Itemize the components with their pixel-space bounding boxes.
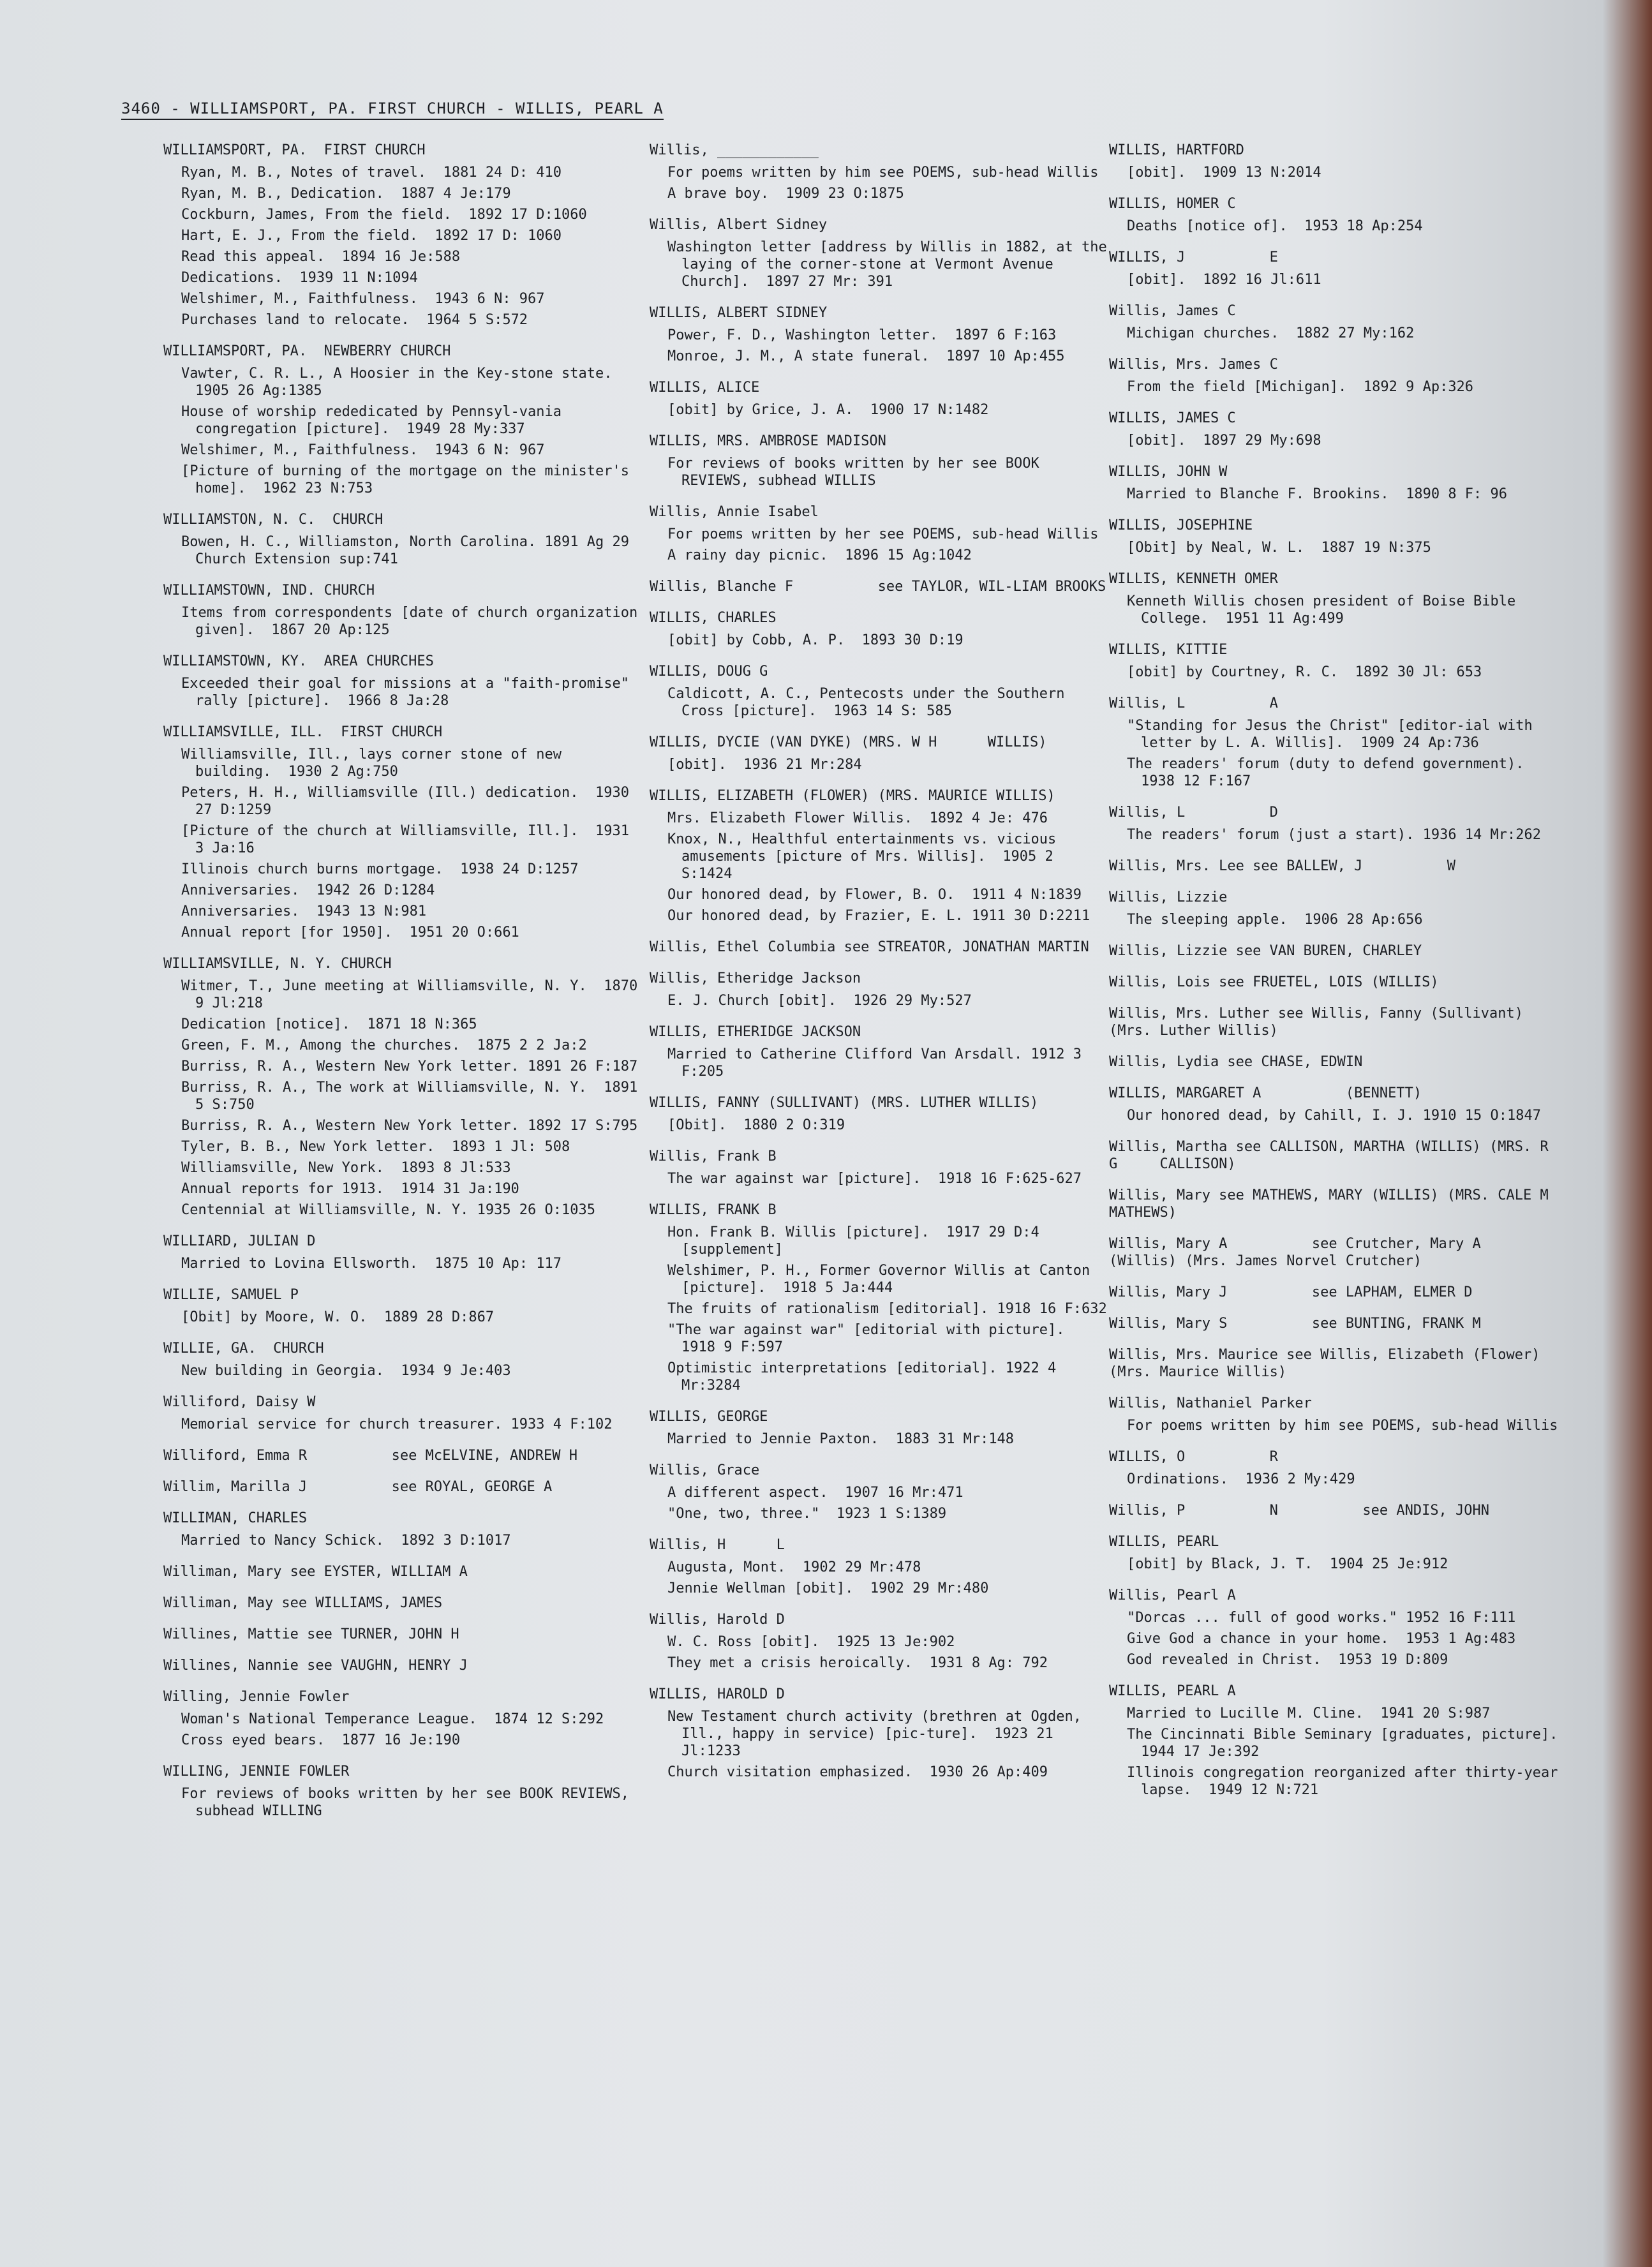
citation: [obit]. 1936 21 Mr:284 <box>667 757 862 773</box>
entry-heading: Willis, Harold D <box>650 1612 785 1628</box>
entry-heading: Willis, Annie Isabel <box>650 504 819 520</box>
entry-heading: Willis, H L <box>650 1537 785 1553</box>
entry-heading: WILLIMAN, CHARLES <box>163 1510 308 1526</box>
entry-heading: WILLIS, FANNY (SULLIVANT) (MRS. LUTHER WILLIS) <box>650 1095 1039 1111</box>
citation: Married to Nancy Schick. 1892 3 D:1017 <box>181 1533 511 1549</box>
index-column-2 <box>650 142 1115 1795</box>
index-entry <box>1109 195 1568 235</box>
citation: Bowen, H. C., Williamston, North Carolina. 1891 Ag 29 Church Extension sup:741 <box>181 534 638 567</box>
citation: Monroe, J. M., A state funeral. 1897 10 Ap:455 <box>667 348 1065 364</box>
index-entry <box>1109 1587 1568 1669</box>
citation: [obit]. 1892 16 Jl:611 <box>1127 272 1321 288</box>
citation: Kenneth Willis chosen president of Boise Bible College. 1951 11 Ag:499 <box>1127 593 1524 627</box>
index-entry <box>163 142 642 329</box>
citation: Our honored dead, by Flower, B. O. 1911 4 N:1839 <box>667 887 1082 903</box>
entry-heading: Willis, Lois see FRUETEL, LOIS (WILLIS) <box>1109 974 1439 990</box>
index-entry <box>650 578 1109 595</box>
index-entry <box>650 216 1115 290</box>
entry-heading: Willis, Lydia see CHASE, EDWIN <box>1109 1054 1363 1070</box>
citation: A rainy day picnic. 1896 15 Ag:1042 <box>667 547 972 563</box>
index-entry <box>1109 302 1568 342</box>
citation: Dedications. 1939 11 N:1094 <box>181 270 418 286</box>
citation: Married to Lovina Ellsworth. 1875 10 Ap: 117 <box>181 1256 562 1272</box>
citation: House of worship rededicated by Pennsyl-vania congregation [picture]. 1949 28 My:337 <box>181 404 570 437</box>
entry-heading: Willines, Mattie see TURNER, JOHN H <box>163 1626 459 1642</box>
index-entry <box>650 142 1109 202</box>
index-entry <box>1109 570 1568 627</box>
entry-heading: Williford, Daisy W <box>163 1394 316 1410</box>
index-entry <box>163 1286 642 1326</box>
index-entry <box>1109 974 1568 991</box>
entry-heading: WILLIAMSTOWN, IND. CHURCH <box>163 583 375 598</box>
citation: "The war against war" [editorial with picture]. 1918 9 F:597 <box>667 1322 1082 1355</box>
citation: Our honored dead, by Cahill, I. J. 1910 15 O:1847 <box>1127 1108 1542 1124</box>
citation: From the field [Michigan]. 1892 9 Ap:326 <box>1127 379 1474 395</box>
entry-heading: Willis, Pearl A <box>1109 1587 1236 1603</box>
entry-heading: Willis, Mrs. Luther see Willis, Fanny (Sullivant) (Mrs. Luther Willis) <box>1109 1006 1532 1039</box>
index-entry <box>1109 1235 1568 1270</box>
index-entry <box>163 653 642 710</box>
entry-heading: WILLIS, FRANK B <box>650 1202 777 1218</box>
entry-heading: WILLIS, HARTFORD <box>1109 142 1244 158</box>
entry-heading: WILLIAMSPORT, PA. NEWBERRY CHURCH <box>163 343 451 359</box>
entry-heading: WILLIS, ETHERIDGE JACKSON <box>650 1024 861 1040</box>
citation: [Obit] by Moore, W. O. 1889 28 D:867 <box>181 1309 495 1325</box>
entry-heading: Willis, James C <box>1109 303 1236 319</box>
citation: Peters, H. H., Williamsville (Ill.) dedication. 1930 27 D:1259 <box>181 785 638 818</box>
citation: Dedication [notice]. 1871 18 N:365 <box>181 1016 477 1032</box>
index-entry <box>163 955 646 1219</box>
index-entry <box>650 503 1109 564</box>
index-entry <box>1109 858 1568 875</box>
citation: [obit]. 1909 13 N:2014 <box>1127 165 1321 181</box>
entry-heading: WILLIAMSTON, N. C. CHURCH <box>163 512 383 528</box>
index-entry <box>650 379 1109 419</box>
index-entry <box>1109 356 1568 396</box>
citation: Memorial service for church treasurer. 1933 4 F:102 <box>181 1416 613 1432</box>
citation: Green, F. M., Among the churches. 1875 2 2 Ja:2 <box>181 1037 587 1053</box>
index-entry <box>1109 1315 1568 1332</box>
entry-heading: Willis, Martha see CALLISON, MARTHA (WILLIS) (MRS. R G CALLISON) <box>1109 1139 1591 1172</box>
citation: Married to Catherine Clifford Van Arsdall. 1912 3 F:205 <box>667 1046 1090 1080</box>
index-entry <box>650 433 1109 489</box>
citation: Ryan, M. B., Notes of travel. 1881 24 D: 410 <box>181 165 562 181</box>
entry-heading: Willis, Ethel Columbia see STREATOR, JONATHAN MARTIN <box>650 939 1089 955</box>
index-entry <box>1109 889 1568 928</box>
index-entry <box>1109 517 1568 556</box>
citation: Woman's National Temperance League. 1874 12 S:292 <box>181 1711 604 1727</box>
citation: [obit]. 1897 29 My:698 <box>1127 433 1321 449</box>
citation: A different aspect. 1907 16 Mr:471 <box>667 1485 964 1501</box>
citation: [Obit] by Neal, W. L. 1887 19 N:375 <box>1127 540 1431 556</box>
citation: God revealed in Christ. 1953 19 D:809 <box>1127 1652 1448 1668</box>
index-entry <box>163 1478 642 1496</box>
citation: Williamsville, Ill., lays corner stone of new building. 1930 2 Ag:750 <box>181 747 570 780</box>
index-entry <box>650 734 1109 773</box>
citation: Purchases land to relocate. 1964 5 S:572 <box>181 312 528 328</box>
citation: Married to Blanche F. Brookins. 1890 8 F: 96 <box>1127 486 1508 502</box>
entry-heading: Willis, Albert Sidney <box>650 217 828 233</box>
citation: W. C. Ross [obit]. 1925 13 Je:902 <box>667 1634 955 1650</box>
citation: A brave boy. 1909 23 O:1875 <box>667 186 904 202</box>
index-entry <box>1109 1085 1568 1124</box>
index-entry <box>163 1447 642 1464</box>
index-entry <box>163 1688 642 1749</box>
citation: [obit] by Grice, J. A. 1900 17 N:1482 <box>667 402 989 418</box>
entry-heading: WILLIS, JAMES C <box>1109 410 1236 426</box>
citation: "Dorcas ... full of good works." 1952 16 F:111 <box>1127 1610 1516 1626</box>
entry-heading: WILLIS, GEORGE <box>650 1409 768 1425</box>
entry-heading: WILLIS, MARGARET A (BENNETT) <box>1109 1085 1422 1101</box>
index-entry <box>650 787 1109 925</box>
citation: [Obit]. 1880 2 O:319 <box>667 1117 845 1133</box>
entry-heading: Willis, Grace <box>650 1462 760 1478</box>
index-entry <box>650 970 1109 1009</box>
index-entry <box>163 343 642 497</box>
entry-heading: Williman, May see WILLIAMS, JAMES <box>163 1595 443 1611</box>
entry-heading: WILLIAMSVILLE, N. Y. CHURCH <box>163 956 392 972</box>
entry-heading: Willis, Nathaniel Parker <box>1109 1395 1312 1411</box>
citation: Power, F. D., Washington letter. 1897 6 F:163 <box>667 327 1057 343</box>
citation: The sleeping apple. 1906 28 Ap:656 <box>1127 912 1423 928</box>
entry-heading: WILLIS, PEARL A <box>1109 1683 1236 1699</box>
entry-heading: WILLIS, JOHN W <box>1109 464 1228 480</box>
entry-heading: WILLIS, HOMER C <box>1109 196 1236 212</box>
entry-heading: WILLIS, PEARL <box>1109 1534 1219 1550</box>
entry-heading: WILLIS, J E <box>1109 249 1278 265</box>
citation: Illinois church burns mortgage. 1938 24 D:1257 <box>181 861 579 877</box>
index-entry <box>163 1594 642 1612</box>
citation: Williamsville, New York. 1893 8 Jl:533 <box>181 1160 511 1176</box>
index-column-1 <box>163 142 646 1834</box>
page-header: 3460 - WILLIAMSPORT, PA. FIRST CHURCH - WILLIS, PEARL A <box>121 100 664 120</box>
entry-heading: Willis, Mary see MATHEWS, MARY (WILLIS) (MRS. CALE M MATHEWS) <box>1109 1187 1591 1221</box>
index-entry <box>163 1657 642 1674</box>
entry-heading: WILLIE, SAMUEL P <box>163 1287 299 1303</box>
index-entry <box>163 1626 642 1643</box>
citation: Centennial at Williamsville, N. Y. 1935 26 O:1035 <box>181 1202 596 1218</box>
entry-heading: WILLIS, O R <box>1109 1449 1278 1465</box>
citation: Ryan, M. B., Dedication. 1887 4 Je:179 <box>181 186 511 202</box>
citation: Knox, N., Healthful entertainments vs. vicious amusements [picture of Mrs. Willis]. 1905 2 S:1424 <box>667 831 1065 882</box>
citation: Anniversaries. 1943 13 N:981 <box>181 903 427 919</box>
index-entry <box>1109 1187 1591 1221</box>
citation: The readers' forum (just a start). 1936 14 Mr:262 <box>1127 827 1542 843</box>
index-column-3 <box>1109 142 1591 1813</box>
index-entry <box>163 1340 642 1379</box>
entry-heading: WILLIS, DOUG G <box>650 664 768 680</box>
citation: Items from correspondents [date of church organization given]. 1867 20 Ap:125 <box>181 605 646 638</box>
index-entry <box>1109 1448 1568 1488</box>
citation: "One, two, three." 1923 1 S:1389 <box>667 1506 947 1522</box>
citation: Married to Jennie Paxton. 1883 31 Mr:148 <box>667 1431 1015 1447</box>
citation: For poems written by him see POEMS, sub-head Willis <box>667 165 1099 181</box>
index-entry <box>1109 1502 1568 1519</box>
citation: For poems written by her see POEMS, sub-head Willis <box>667 526 1099 542</box>
index-entry <box>650 1201 1109 1394</box>
citation: Exceeded their goal for missions at a "faith-promise" rally [picture]. 1966 8 Ja:28 <box>181 676 638 709</box>
index-entry <box>1109 641 1568 681</box>
entry-heading: Willis, Frank B <box>650 1148 777 1164</box>
citation: Our honored dead, by Frazier, E. L. 1911 30 D:2211 <box>667 908 1090 924</box>
entry-heading: WILLIS, MRS. AMBROSE MADISON <box>650 433 886 449</box>
index-entry <box>1109 695 1568 790</box>
index-entry <box>163 724 642 941</box>
index-entry <box>650 663 1109 720</box>
citation: New building in Georgia. 1934 9 Je:403 <box>181 1363 511 1379</box>
index-entry <box>1109 1533 1568 1573</box>
citation: Welshimer, M., Faithfulness. 1943 6 N: 967 <box>181 291 545 307</box>
citation: Annual report [for 1950]. 1951 20 O:661 <box>181 925 519 940</box>
citation: Welshimer, P. H., Former Governor Willis at Canton [picture]. 1918 5 Ja:444 <box>667 1263 1099 1296</box>
entry-heading: Willis, P N see ANDIS, JOHN <box>1109 1503 1490 1519</box>
entry-heading: Willis, Mrs. Lee see BALLEW, J W <box>1109 858 1456 874</box>
citation: [Picture of the church at Williamsville, Ill.]. 1931 3 Ja:16 <box>181 823 638 856</box>
index-entry <box>1109 1346 1568 1381</box>
index-entry <box>650 1611 1109 1672</box>
index-entry <box>1109 1053 1568 1071</box>
entry-heading: Willis, Etheridge Jackson <box>650 970 861 986</box>
index-entry <box>163 1510 642 1549</box>
citation: "Standing for Jesus the Christ" [editor-ial with letter by L. A. Willis]. 1909 24 Ap:736 <box>1127 718 1542 751</box>
citation: Ordinations. 1936 2 My:429 <box>1127 1471 1355 1487</box>
citation: Vawter, C. R. L., A Hoosier in the Key-stone state. 1905 26 Ag:1385 <box>181 366 630 399</box>
entry-heading: Willis, L A <box>1109 695 1278 711</box>
index-entry <box>1109 942 1568 960</box>
citation: The readers' forum (duty to defend government). 1938 12 F:167 <box>1127 756 1542 789</box>
index-entry <box>1109 463 1568 503</box>
citation: The war against war [picture]. 1918 16 F:625-627 <box>667 1171 1082 1187</box>
entry-heading: WILLIS, KITTIE <box>1109 642 1228 658</box>
entry-heading: WILLIS, ALBERT SIDNEY <box>650 305 828 321</box>
index-entry <box>650 1023 1109 1080</box>
entry-heading: Willis, Lizzie <box>1109 889 1228 905</box>
entry-heading: Willing, Jennie Fowler <box>163 1689 350 1705</box>
citation: Washington letter [address by Willis in 1882, at the laying of the corner-stone at Vermont Avenue Church]. 1897 27 Mr: 391 <box>667 239 1115 290</box>
entry-heading: WILLIS, KENNETH OMER <box>1109 571 1278 587</box>
index-entry <box>1109 410 1568 449</box>
entry-heading: WILLIAMSTOWN, KY. AREA CHURCHES <box>163 653 434 669</box>
entry-heading: Willis, Mrs. James C <box>1109 357 1278 373</box>
citation: The Cincinnati Bible Seminary [graduates, picture]. 1944 17 Je:392 <box>1127 1727 1575 1760</box>
citation: Anniversaries. 1942 26 D:1284 <box>181 882 435 898</box>
entry-heading: Willis, ____________ <box>650 142 819 158</box>
index-entry <box>163 1763 642 1820</box>
entry-heading: Willis, Lizzie see VAN BUREN, CHARLEY <box>1109 943 1422 959</box>
citation: E. J. Church [obit]. 1926 29 My:527 <box>667 993 972 1009</box>
index-entry <box>1109 1284 1568 1301</box>
citation: Optimistic interpretations [editorial]. 1922 4 Mr:3284 <box>667 1360 1065 1394</box>
index-entry <box>163 1394 642 1433</box>
entry-heading: Willis, Mary A see Crutcher, Mary A (Willis) (Mrs. James Norvel Crutcher) <box>1109 1236 1524 1269</box>
entry-heading: WILLIAMSVILLE, ILL. FIRST CHURCH <box>163 724 443 740</box>
index-entry <box>1109 1005 1568 1039</box>
index-entry <box>1109 1395 1568 1434</box>
citation: Caldicott, A. C., Pentecosts under the Southern Cross [picture]. 1963 14 S: 585 <box>667 686 1073 719</box>
index-entry <box>1109 804 1568 844</box>
entry-heading: Willis, Mrs. Maurice see Willis, Elizabeth (Flower) (Mrs. Maurice Willis) <box>1109 1347 1549 1380</box>
citation: Witmer, T., June meeting at Williamsville, N. Y. 1870 9 Jl:218 <box>181 978 646 1011</box>
citation: Church visitation emphasized. 1930 26 Ap:409 <box>667 1764 1048 1780</box>
citation: Hart, E. J., From the field. 1892 17 D: 1060 <box>181 228 562 244</box>
index-entry <box>650 609 1109 649</box>
entry-heading: WILLIS, ELIZABETH (FLOWER) (MRS. MAURICE WILLIS) <box>650 788 1055 804</box>
index-entry <box>650 1408 1109 1448</box>
entry-heading: Willis, L D <box>1109 805 1278 821</box>
citation: Tyler, B. B., New York letter. 1893 1 Jl: 508 <box>181 1139 570 1155</box>
citation: They met a crisis heroically. 1931 8 Ag: 792 <box>667 1655 1048 1671</box>
index-entry <box>650 1462 1109 1522</box>
citation: Cross eyed bears. 1877 16 Je:190 <box>181 1732 461 1748</box>
entry-heading: WILLIS, CHARLES <box>650 610 777 626</box>
citation: Augusta, Mont. 1902 29 Mr:478 <box>667 1559 921 1575</box>
index-entry <box>1109 249 1568 288</box>
citation: Married to Lucille M. Cline. 1941 20 S:987 <box>1127 1706 1491 1721</box>
citation: Welshimer, M., Faithfulness. 1943 6 N: 967 <box>181 442 545 458</box>
citation: Burriss, R. A., The work at Williamsville, N. Y. 1891 5 S:750 <box>181 1080 646 1113</box>
entry-heading: Williman, Mary see EYSTER, WILLIAM A <box>163 1564 468 1580</box>
citation: New Testament church activity (brethren at Ogden, Ill., happy in service) [pic-ture]. 1923 21 Jl:1233 <box>667 1709 1090 1759</box>
citation: Read this appeal. 1894 16 Je:588 <box>181 249 461 265</box>
entry-heading: Willis, Blanche F see TAYLOR, WIL-LIAM BROOKS <box>650 579 1106 595</box>
entry-heading: Willim, Marilla J see ROYAL, GEORGE A <box>163 1479 553 1495</box>
index-entry <box>1109 142 1568 181</box>
entry-heading: Willis, Mary S see BUNTING, FRANK M <box>1109 1316 1481 1332</box>
index-entry <box>650 304 1109 365</box>
citation: [obit] by Courtney, R. C. 1892 30 Jl: 653 <box>1127 664 1482 680</box>
entry-heading: WILLIS, DYCIE (VAN DYKE) (MRS. W H WILLIS) <box>650 734 1047 750</box>
index-entry <box>650 1094 1109 1134</box>
citation: For poems written by him see POEMS, sub-head Willis <box>1127 1418 1558 1434</box>
entry-heading: WILLIS, JOSEPHINE <box>1109 517 1253 533</box>
index-entry <box>1109 1683 1575 1799</box>
index-entry <box>650 939 1109 956</box>
citation: Illinois congregation reorganized after thirty-year lapse. 1949 12 N:721 <box>1127 1765 1566 1798</box>
entry-heading: WILLIE, GA. CHURCH <box>163 1341 324 1356</box>
citation: Cockburn, James, From the field. 1892 17 D:1060 <box>181 207 587 223</box>
citation: Give God a chance in your home. 1953 1 Ag:483 <box>1127 1631 1516 1647</box>
entry-heading: Williford, Emma R see McELVINE, ANDREW H <box>163 1448 578 1464</box>
index-entry <box>650 1536 1109 1597</box>
entry-heading: WILLING, JENNIE FOWLER <box>163 1764 350 1780</box>
entry-heading: WILLIS, HAROLD D <box>650 1686 785 1702</box>
citation: The fruits of rationalism [editorial]. 1918 16 F:632 <box>667 1301 1107 1317</box>
index-entry <box>650 1686 1109 1781</box>
citation: For reviews of books written by her see BOOK REVIEWS, subhead WILLIS <box>667 456 1048 489</box>
citation: Jennie Wellman [obit]. 1902 29 Mr:480 <box>667 1580 989 1596</box>
entry-heading: WILLIAMSPORT, PA. FIRST CHURCH <box>163 142 426 158</box>
entry-heading: WILLIS, ALICE <box>650 380 760 396</box>
citation: Deaths [notice of]. 1953 18 Ap:254 <box>1127 218 1423 234</box>
citation: Burriss, R. A., Western New York letter. 1891 26 F:187 <box>181 1059 638 1074</box>
index-entry <box>1109 1138 1591 1173</box>
citation: [obit] by Black, J. T. 1904 25 Je:912 <box>1127 1556 1448 1572</box>
entry-heading: Willines, Nannie see VAUGHN, HENRY J <box>163 1658 468 1674</box>
citation: Annual reports for 1913. 1914 31 Ja:190 <box>181 1181 519 1197</box>
citation: Burriss, R. A., Western New York letter. 1892 17 S:795 <box>181 1118 638 1134</box>
index-entry <box>163 1233 642 1272</box>
index-entry <box>163 511 642 568</box>
citation: Mrs. Elizabeth Flower Willis. 1892 4 Je: 476 <box>667 810 1048 826</box>
index-entry <box>163 1563 642 1580</box>
citation: Michigan churches. 1882 27 My:162 <box>1127 325 1415 341</box>
entry-heading: Willis, Mary J see LAPHAM, ELMER D <box>1109 1284 1473 1300</box>
index-entry <box>650 1148 1109 1187</box>
citation: For reviews of books written by her see BOOK REVIEWS, subhead WILLING <box>181 1786 638 1819</box>
citation: Hon. Frank B. Willis [picture]. 1917 29 D:4 [supplement] <box>667 1224 1048 1258</box>
index-entry <box>163 582 646 639</box>
entry-heading: WILLIARD, JULIAN D <box>163 1233 316 1249</box>
citation: [Picture of burning of the mortgage on the minister's home]. 1962 23 N:753 <box>181 463 638 496</box>
citation: [obit] by Cobb, A. P. 1893 30 D:19 <box>667 632 964 648</box>
